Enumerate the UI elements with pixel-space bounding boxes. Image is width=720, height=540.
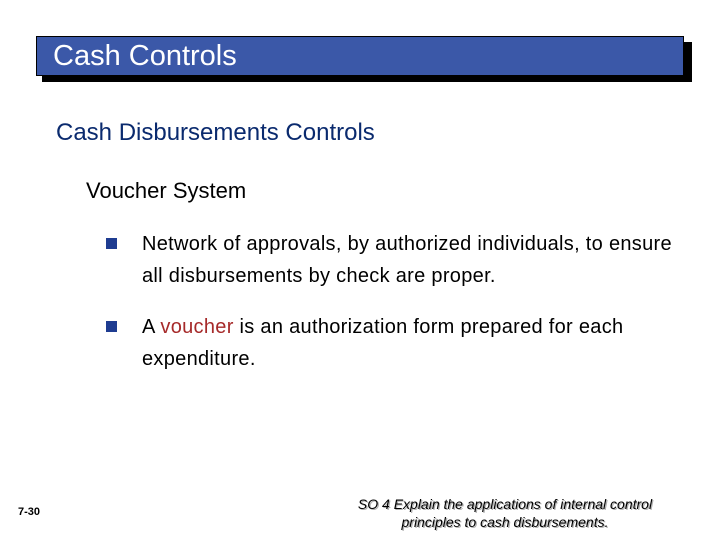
bullet-text-suffix: is an authorization form prepared for each expenditure. — [142, 316, 624, 370]
highlighted-term: voucher — [160, 316, 234, 338]
slide-subtitle: Cash Disbursements Controls — [56, 119, 375, 146]
section-heading: Voucher System — [86, 178, 247, 203]
footer-line-1: SO 4 Explain the applications of internal control — [357, 496, 653, 512]
bullet-item-approvals — [106, 228, 686, 292]
slide-title: Cash Controls — [53, 39, 237, 72]
footer-line-2: principles to cash disbursements. — [401, 514, 609, 530]
bullet-item-voucher — [106, 311, 686, 375]
footer-study-objective — [306, 495, 704, 531]
square-bullet-icon — [106, 321, 117, 332]
bullet-text-prefix: A — [142, 316, 161, 338]
page-number: 7-30 — [18, 506, 41, 518]
square-bullet-icon — [106, 238, 117, 249]
title-bar — [36, 36, 684, 76]
bullet-text — [142, 311, 686, 375]
bullet-text: Network of approvals, by authorized individuals, to ensure all disbursements by check are proper. — [142, 233, 672, 287]
